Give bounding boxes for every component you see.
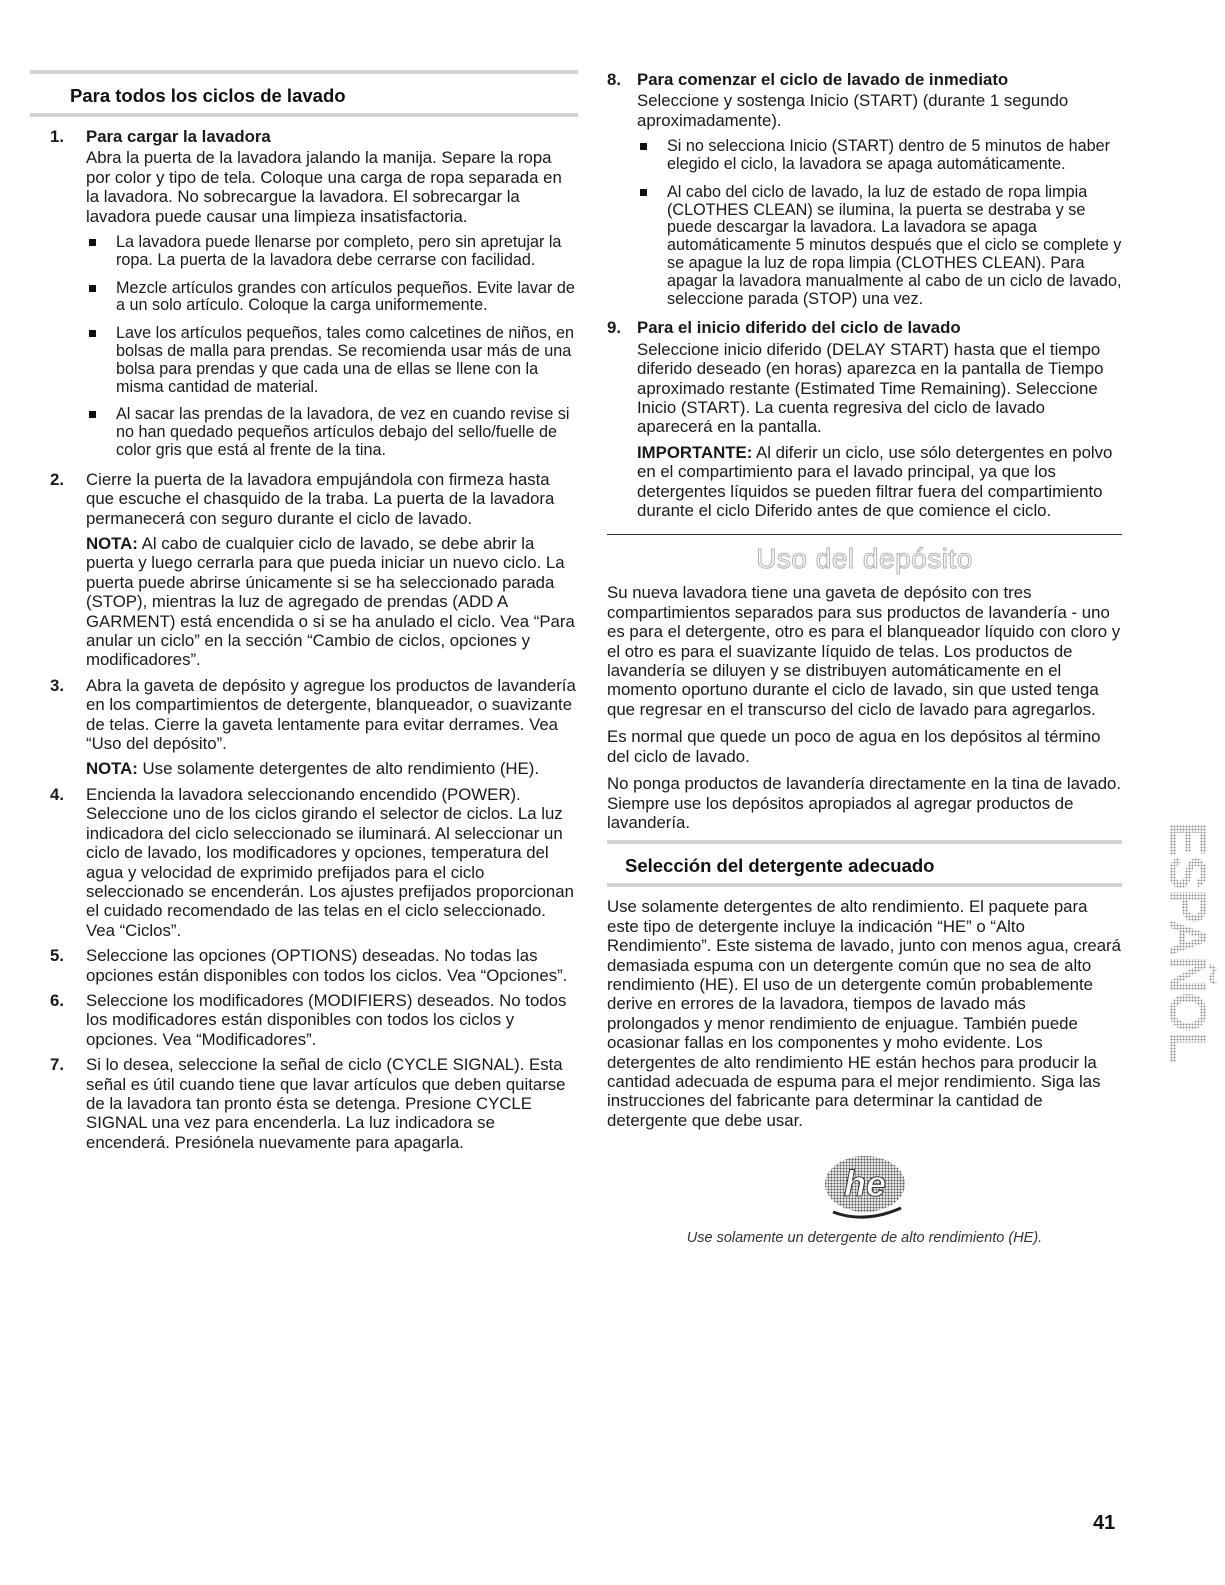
note-text: Use solamente detergentes de alto rendimiento (HE). — [137, 759, 539, 779]
bullet-item: La lavadora puede llenarse por completo, pero sin apretujar la ropa. La puerta de la lavadora debe cerrarse con facilidad. — [86, 234, 578, 270]
step-number: 7. — [50, 1055, 64, 1075]
side-tab-text: ESPAÑOL — [1158, 821, 1216, 1063]
bullet-item: Al cabo del ciclo de lavado, la luz de estado de ropa limpia (CLOTHES CLEAN) se ilumina, la puerta se destraba y se puede descargar la lavadora. La lavadora se apaga automáticamente 5 minutos después que el ciclo se complete y se apague la luz de ropa limpia (CLOTHES CLEAN). Para apagar la lavadora manualmente al cabo de un ciclo de lavado, seleccione parada (STOP) una vez. — [637, 184, 1122, 309]
step-7 — [30, 1055, 578, 1152]
step-number: 4. — [50, 784, 64, 804]
step-2 — [30, 470, 578, 670]
note-label: NOTA: — [86, 534, 138, 554]
paragraph: Es normal que quede un poco de agua en los depósitos al término del ciclo de lavado. — [607, 727, 1101, 766]
bullet-item: Lave los artículos pequeños, tales como calcetines de niños, en bolsas de malla para prendas. Se recomienda usar más de una bolsa para prendas y que cada una de ellas se llene con la misma cantidad de material. — [86, 325, 578, 396]
step-number: 2. — [50, 469, 64, 489]
step-text: Seleccione las opciones (OPTIONS) deseadas. No todas las opciones están disponibles con todos los ciclos. Vea “Opciones”. — [86, 946, 568, 985]
logo-caption: Use solamente un detergente de alto rendimiento (HE). — [686, 1230, 1043, 1247]
step-text: Seleccione y sostenga Inicio (START) (durante 1 segundo aproximadamente). — [637, 91, 1069, 130]
step-8 — [607, 70, 1122, 308]
step-9 — [607, 318, 1122, 520]
important-note — [637, 443, 1122, 521]
note — [86, 534, 578, 670]
bullet-list — [86, 234, 578, 460]
step-number: 6. — [50, 990, 64, 1010]
note-text: Al cabo de cualquier ciclo de lavado, se debe abrir la puerta y luego cerrarla para que pueda iniciar un nuevo ciclo. La puerta puede abrirse únicamente si se ha seleccionado parada (STOP), mientras la luz de agregado de prendas (ADD A GARMENT) está encendida o si se ha anulado el ciclo. Vea “Para anular un ciclo” en la sección “Cambio de ciclos, opciones y modificadores”. — [86, 534, 575, 670]
step-text: Abra la puerta de la lavadora jalando la manija. Separe la ropa por color y tipo de tela. Coloque una carga de ropa separada en la lavadora. No sobrecargue la lavadora. El sobrecargar la lavadora puede causar una limpieza insatisfactoria. — [86, 148, 562, 226]
step-3 — [30, 676, 578, 779]
page-number: 41 — [1093, 1512, 1116, 1534]
bullet-item: Mezcle artículos grandes con artículos pequeños. Evite lavar de a un solo artículo. Coloque la carga uniformemente. — [86, 280, 578, 316]
step-number: 9. — [607, 318, 621, 338]
left-column — [30, 70, 578, 1158]
important-label: IMPORTANTE: — [637, 442, 753, 462]
note-label: NOTA: — [86, 759, 138, 779]
step-title: Para cargar la lavadora — [86, 127, 271, 146]
step-6 — [30, 991, 578, 1049]
paragraph: No ponga productos de lavandería directamente en la tina de lavado. Siempre use los depósitos apropiados al agregar productos de lavandería. — [607, 774, 1122, 832]
step-title: Para el inicio diferido del ciclo de lavado — [637, 318, 961, 338]
step-text: Cierre la puerta de la lavadora empujándola con firmeza hasta que escuche el chasquido de la traba. La puerta de la lavadora permanecerá con seguro durante el ciclo de lavado. — [86, 469, 555, 528]
step-title: Para comenzar el ciclo de lavado de inmediato — [637, 70, 1009, 89]
step-number: 5. — [50, 946, 64, 966]
step-text: Encienda la lavadora seleccionando encendido (POWER). Seleccione uno de los ciclos girando el selector de ciclos. La luz indicadora del ciclo seleccionado se iluminará. Al seleccionar un ciclo de lavado, los modificadores y opciones, temperatura del agua y velocidad de exprimido prefijados para el ciclo seleccionado se encenderán. Los ajustes prefijados proporcionan el cuidado recomendado de las telas en el ciclo seleccionado. Vea “Ciclos”. — [86, 784, 574, 940]
step-text: Abra la gaveta de depósito y agregue los productos de lavandería en los compartimientos de detergente, blanqueador, o suavizante de telas. Cierre la gaveta lentamente para evitar derrames. Vea “Uso del depósito”. — [86, 675, 576, 754]
bullet-item: Al sacar las prendas de la lavadora, de vez en cuando revise si no han quedado pequeños artículos debajo del sello/fuelle de color gris que está al frente de la tina. — [86, 406, 578, 459]
step-4 — [30, 785, 578, 940]
step-number: 1. — [50, 127, 64, 146]
important-text: Al diferir un ciclo, use sólo detergentes en polvo en el compartimiento para el lavado principal, ya que los detergentes líquidos se pueden filtrar fuera del compartimiento durante el ciclo Diferido antes de que comience el ciclo. — [637, 442, 1113, 521]
language-side-tab — [1140, 821, 1216, 1063]
note — [86, 759, 578, 778]
he-logo-icon — [815, 1152, 915, 1222]
he-logo-text: he — [843, 1163, 886, 1205]
step-text: Si lo desea, seleccione la señal de ciclo (CYCLE SIGNAL). Esta señal es útil cuando tiene que lavar artículos que deben quitarse de la lavadora tan pronto ésta se detenga. Presione CYCLE SIGNAL una vez para encenderla. La luz indicadora se encenderá. Presiónela nuevamente para apagarla. — [86, 1055, 566, 1152]
dispenser-section-title: Uso del depósito — [756, 543, 973, 575]
paragraph: Use solamente detergentes de alto rendimiento. El paquete para este tipo de detergente incluye la indicación “HE” o “Alto Rendimiento”. Este sistema de lavado, junto con menos agua, creará demasiada espuma con un detergente común que no sea de alto rendimiento (HE). El uso de un detergente común probablemente derive en errores de la lavadora, tiempos de lavado más prolongados y menor rendimiento de enjuague. También puede ocasionar fallas en los componentes y moho evidente. Los detergentes de alto rendimiento HE están hechos para producir la cantidad adecuada de espuma para el mejor rendimiento. Siga las instrucciones del fabricante para determinar la cantidad de detergente que debe usar. — [607, 897, 1121, 1130]
step-1 — [30, 127, 578, 460]
paragraph: Su nueva lavadora tiene una gaveta de depósito con tres compartimientos separados para sus productos de lavandería - uno es para el detergente, otro es para el blanqueador líquido con cloro y el otro es para el suavizante líquido de telas. Los productos de lavandería se diluyen y se distribuyen automáticamente en el momento oportuno durante el ciclo de lavado, sin que usted tenga que regresar en el transcurso del ciclo de lavado para agregarlos. — [607, 583, 1121, 719]
section-heading-all-cycles: Para todos los ciclos de lavado — [30, 70, 578, 117]
step-5 — [30, 946, 578, 985]
step-number: 8. — [607, 70, 621, 89]
step-text: Seleccione los modificadores (MODIFIERS) deseados. No todos los modificadores están disponibles con todos los ciclos y opciones. Vea “Modificadores”. — [86, 990, 567, 1049]
right-column — [607, 70, 1122, 1246]
section-divider — [607, 534, 1122, 535]
section-heading-detergent: Selección del detergente adecuado — [607, 840, 1122, 887]
bullet-item: Si no selecciona Inicio (START) dentro de 5 minutos de haber elegido el ciclo, la lavadora se apaga automáticamente. — [637, 138, 1122, 174]
bullet-list — [637, 138, 1122, 308]
step-number: 3. — [50, 675, 64, 695]
step-text: Seleccione inicio diferido (DELAY START) hasta que el tiempo diferido deseado (en horas) aparezca en la pantalla de Tiempo aproximado restante (Estimated Time Remaining). Seleccione Inicio (START). La cuenta regresiva del ciclo de lavado aparecerá en la pantalla. — [637, 339, 1104, 437]
